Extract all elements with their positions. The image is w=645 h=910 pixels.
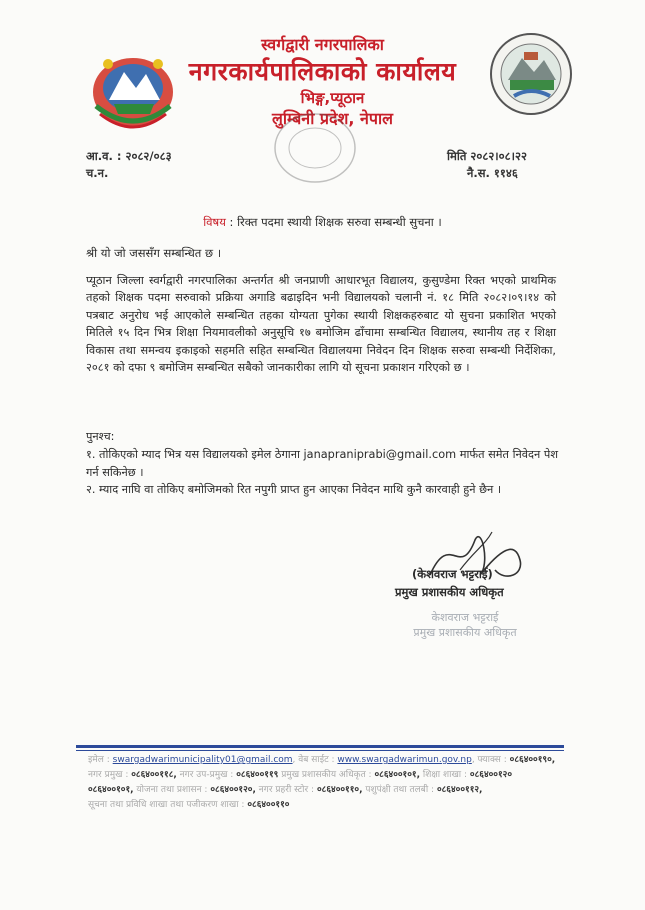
footer-fax: ०८६४००१९०,: [509, 755, 556, 765]
signatory-title: प्रमुख प्रशासकीय अधिकृत: [395, 585, 504, 599]
footer-divider-thin: [76, 750, 564, 751]
dispatch-number: च.न.: [86, 166, 109, 180]
signatory-name: (केशवराज भट्टराई): [412, 567, 493, 581]
letter-date: मिति २०८२।०८।२२: [447, 149, 527, 163]
greeting: श्री यो जो जससँग सम्बन्धित छ ।: [86, 246, 222, 260]
footer-divider: [76, 745, 564, 748]
notice-body: प्यूठान जिल्ला स्वर्गद्वारी नगरपालिका अन्तर्गत श्री जनप्राणी आधारभूत विद्यालय, कुसुण्डेमा रिक्त भएको प्राथमिक तहको शिक्षक पदमा सरुवाको प्रक्रिया अगाडि बढाइदिन भनी विद्यालयको चलानी नं. १८ मिति २०८२।०९।१४ को पत्रबाट अनुरोध भई आएकोले सम्बन्धित तहका योग्यता पुगेका स्थायी शिक्षकहरुबाट यो सुचना प्रकाशित भएको मितिले १५ दिन भित्र शिक्षा नियमावलीको अनुसूचि १७ बमोजिम ढाँचामा सम्बन्धित विद्यालय, स्थानीय तह र शिक्षा विकास तथा समन्वय इकाइको सहमति सहित सम्बन्धित विद्यालयमा निवेदन दिन शिक्षक सरुवा सम्बन्धी निर्देशिका, २०८१ को दफा ९ बमोजिम सम्बन्धित सबैको जानकारीका लागि यो सूचना प्रकाशन गरिएको छ ।: [86, 274, 556, 375]
footer-row-4: सूचना तथा प्रविधि शाखा तथा पजीकरण शाखा : ०८६४००११०: [88, 800, 290, 810]
office-name: नगरकार्यपालिकाको कार्यालय: [188, 57, 457, 86]
footer-row-3: ०८६४००१०१, योजना तथा प्रशासन : ०८६४००१२०, नगर प्रहरी स्टोर : ०८६४००११०, पशुपंक्षी तथा तलबी : ०८६४००११२,: [88, 785, 483, 795]
footer-email-link[interactable]: swargadwarimunicipality01@gmail.com: [112, 755, 293, 765]
subject-label: विषय: [203, 215, 226, 229]
postscript-item-1: १. तोकिएको म्याद भित्र यस विद्यालयको इमेल ठेगाना janapraniprabi@gmail.com मार्फत समेत निवेदन पेश गर्न सकिनेछ ।: [86, 448, 559, 479]
footer-deputy-phone: ०८६४००११९: [236, 770, 279, 780]
postscript-title: पुनश्च:: [86, 430, 115, 443]
stamp-title: प्रमुख प्रशासकीय अधिकृत: [413, 626, 517, 639]
postscript: [86, 428, 561, 499]
footer-cao-phone: ०८६४००१०१,: [374, 770, 421, 780]
footer-website-link[interactable]: www.swargadwarimun.gov.np: [337, 755, 472, 765]
municipality-name: स्वर्गद्वारी नगरपालिका: [261, 35, 384, 54]
footer-row-2: नगर प्रमुख : ०८६४००११८, नगर उप-प्रमुख : ०८६४००११९ प्रमुख प्रशासकीय अधिकृत : ०८६४००१०१, शिक्षा शाखा : ०८६४००१२०: [88, 770, 513, 780]
subject-text: : रिक्त पदमा स्थायी शिक्षक सरुवा सम्बन्धी सुचना ।: [229, 215, 442, 229]
postscript-item-2: २. म्याद नाघि वा तोकिए बमोजिमको रित नपुगी प्राप्त हुन आएका निवेदन माथि कुनै कारवाही हुने छैन ।: [86, 483, 502, 497]
fiscal-year: आ.व. : २०८२/०८३: [86, 149, 172, 163]
office-province: लुम्बिनी प्रदेश, नेपाल: [271, 109, 393, 128]
subject-line: [0, 215, 645, 230]
footer-edu-phone: ०८६४००१२०: [469, 770, 513, 780]
footer-row-1: इमेल : swargadwarimunicipality01@gmail.com, वेब साईट : www.swargadwarimun.gov.np, फ्याक्स : ०८६४००१९०,: [88, 755, 556, 765]
stamp-name: केशवराज भट्टराई: [431, 611, 499, 624]
registration-number: नै.स. ११४६: [467, 166, 518, 180]
footer-contacts: [88, 753, 568, 813]
footer-mayor-phone: ०८६४००११८,: [131, 770, 177, 780]
office-stamp-icon: [270, 108, 360, 188]
signatory-stamp: [400, 610, 530, 640]
reference-block: [86, 148, 172, 182]
date-block: [447, 148, 527, 182]
office-place: भिङ्ग,प्यूठान: [300, 89, 365, 107]
